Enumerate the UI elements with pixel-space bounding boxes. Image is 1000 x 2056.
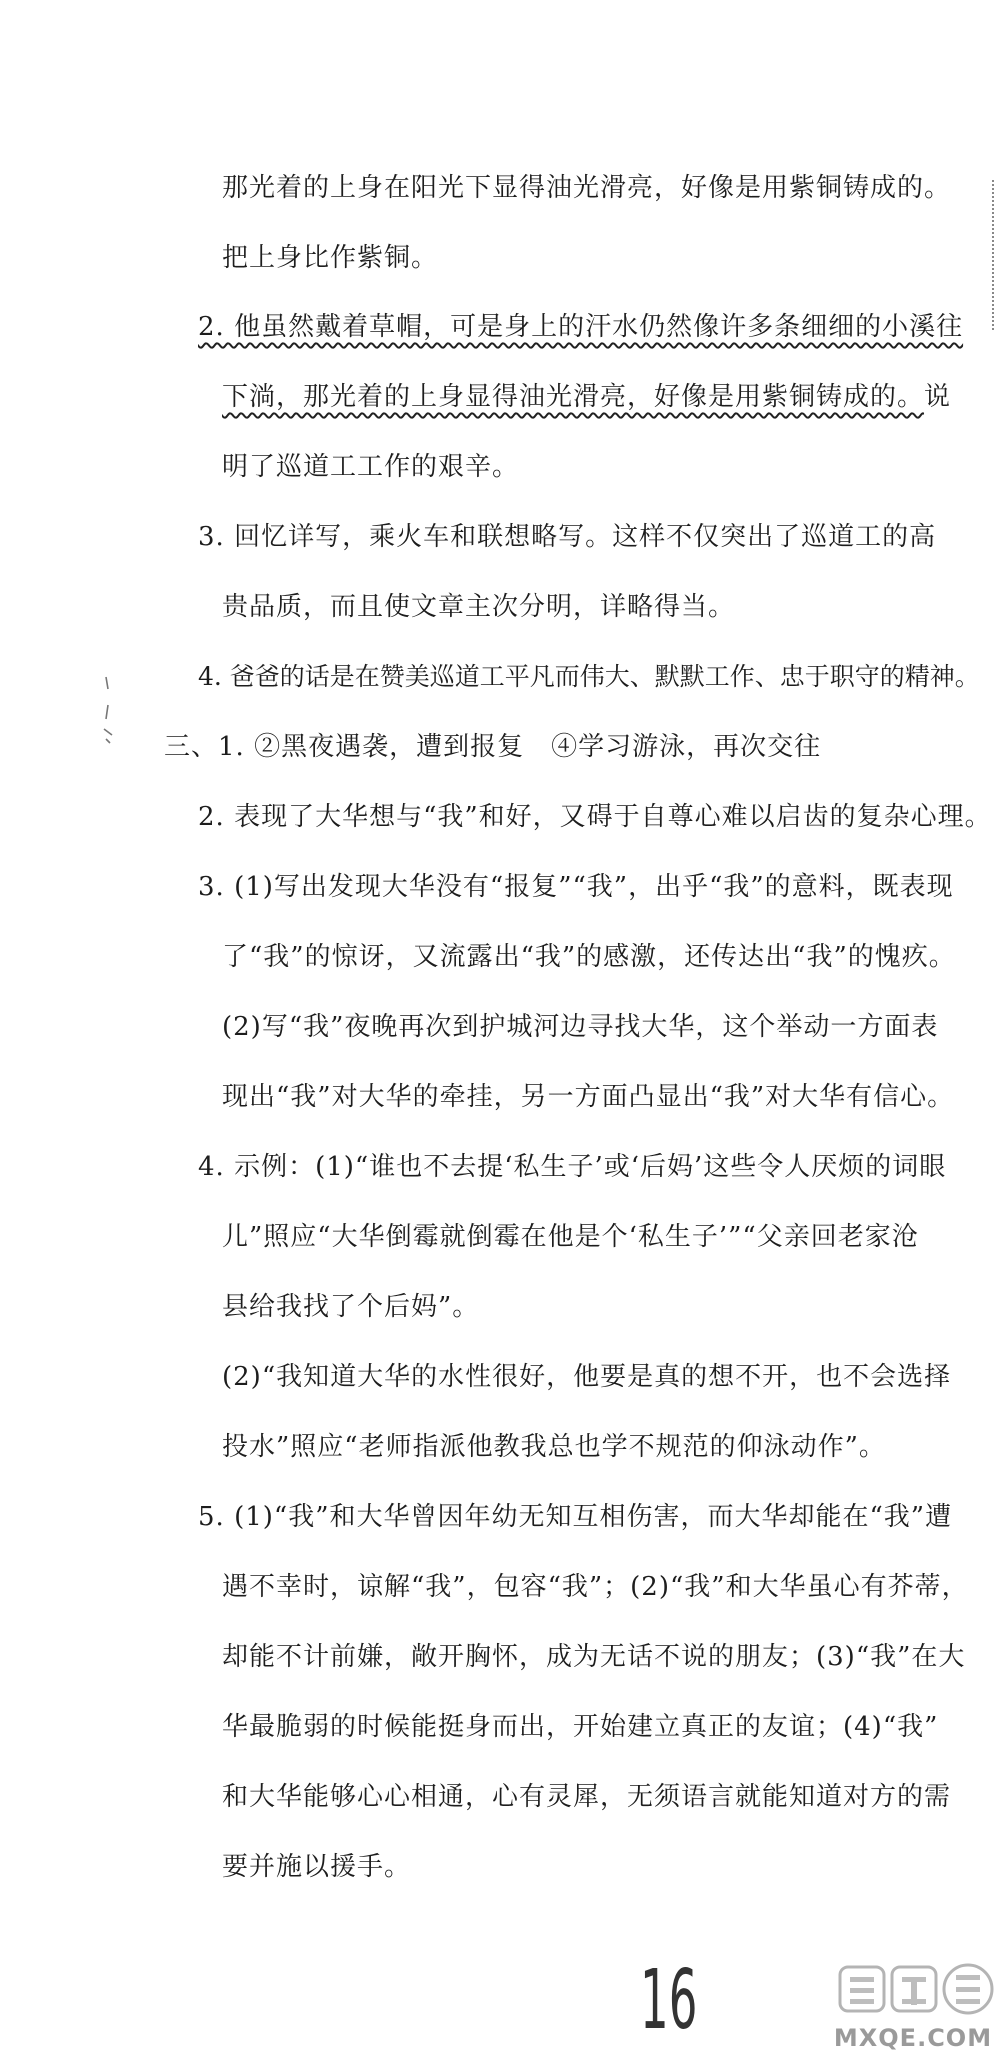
watermark-logo-icon [836,1961,996,2023]
watermark-url: MXQE.COM [833,2024,993,2052]
answer-line: 3. 回忆详写，乘火车和联想略写。这样不仅突出了巡道工的高 [198,522,937,552]
answer-line: 3. (1)写出发现大华没有“报复”“我”，出乎“我”的意料，既表现 [198,872,954,902]
section-heading-line: 三、1. ②黑夜遇袭，遭到报复 ④学习游泳，再次交往 [164,732,822,762]
answer-line: 4. 示例：(1)“谁也不去提‘私生子’或‘后妈’这些令人厌烦的词眼 [198,1152,947,1182]
answer-line: 县给我找了个后妈”。 [222,1292,480,1322]
answer-line: 现出“我”对大华的牵挂，另一方面凸显出“我”对大华有信心。 [222,1082,955,1112]
dotted-page-edge [992,180,994,330]
answer-line: 2. 表现了大华想与“我”和好，又碍于自尊心难以启齿的复杂心理。 [198,802,992,832]
answer-line: (2)写“我”夜晚再次到护城河边寻找大华，这个举动一方面表 [222,1012,939,1042]
answer-line: 明了巡道工工作的艰辛。 [222,452,520,482]
answer-line: 却能不计前嫌，敞开胸怀，成为无话不说的朋友；(3)“我”在大 [222,1642,966,1672]
answer-line: 儿”照应“大华倒霉就倒霉在他是个‘私生子’”“父亲回老家沧 [222,1222,919,1252]
answer-text: 说 [924,382,952,412]
answer-line-underlined: 2. 他虽然戴着草帽，可是身上的汗水仍然像许多条细细的小溪往 [198,312,964,342]
site-watermark [828,1961,998,2056]
answer-line: 了“我”的惊讶，又流露出“我”的感激，还传达出“我”的愧疚。 [222,942,956,972]
answer-line: 那光着的上身在阳光下显得油光滑亮，好像是用紫铜铸成的。 [222,173,952,203]
answer-line: 华最脆弱的时候能挺身而出，开始建立真正的友谊；(4)“我” [222,1712,939,1742]
answer-line: 5. (1)“我”和大华曾因年幼无知互相伤害，而大华却能在“我”遭 [198,1502,953,1532]
margin-ink-mark [100,675,116,745]
answer-line: 把上身比作紫铜。 [222,243,439,273]
answer-line: 要并施以援手。 [222,1852,412,1882]
answer-line: 4. 爸爸的话是在赞美巡道工平凡而伟大、默默工作、忠于职守的精神。 [198,662,980,691]
answer-line: 贵品质，而且使文章主次分明，详略得当。 [222,592,736,622]
underlined-quote: 下淌，那光着的上身显得油光滑亮，好像是用紫铜铸成的。 [222,382,925,412]
answer-line: 遇不幸时，谅解“我”，包容“我”；(2)“我”和大华虽心有芥蒂， [222,1572,969,1602]
answer-line: 投水”照应“老师指派他教我总也学不规范的仰泳动作”。 [222,1432,886,1462]
answer-line-mixed [222,380,951,414]
answer-line: (2)“我知道大华的水性很好，他要是真的想不开，也不会选择 [222,1362,952,1392]
answer-line: 和大华能够心心相通，心有灵犀，无须语言就能知道对方的需 [222,1782,952,1812]
handwritten-page-number: 16 [640,1953,698,2048]
